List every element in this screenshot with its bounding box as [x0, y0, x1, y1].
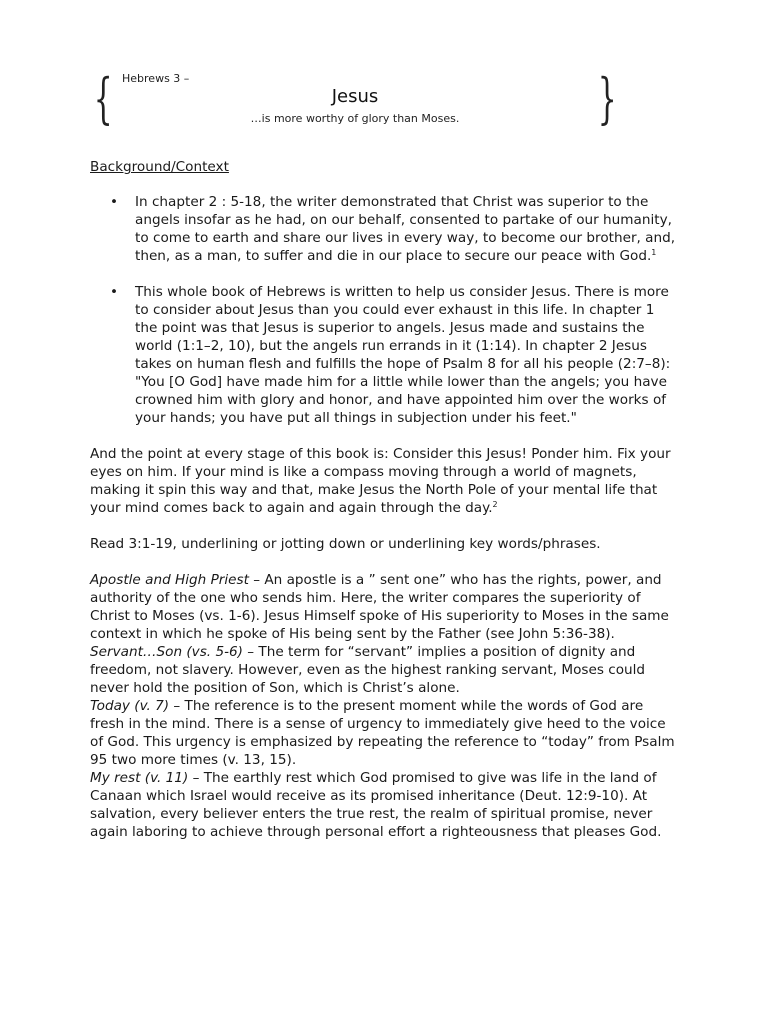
page-subtitle: …is more worthy of glory than Moses.: [250, 112, 460, 125]
term-name: My rest (v. 11): [90, 770, 189, 786]
bullet-icon: •: [110, 284, 119, 300]
list-item: [90, 193, 680, 265]
section-heading: Background/Context: [90, 159, 229, 175]
list-item-text: This whole book of Hebrews is written to help us consider Jesus. There is more to consider about Jesus than you could ever exhaust in this life. In chapter 1 the point was that Jesus is superior to angels. Jesus made and sustains the world (1:1–2, 10), but the angels run errands in it (1:14). In chapter 2 Jesus takes on human flesh and fulfills the hope of Psalm 8 for all his people (2:7–8): "You [O God] have made him for a little while lower than the angels; you have crowned him with glory and honor, and have appointed him over the works of your hands; you have put all things in subjection under his feet.": [135, 284, 671, 426]
list-item: [90, 283, 680, 427]
series-label: Hebrews 3 –: [122, 72, 190, 85]
left-curly-brace: {: [93, 67, 113, 130]
right-curly-brace: }: [597, 67, 617, 130]
footnote-marker: 1: [651, 248, 657, 257]
term-entry: [90, 697, 680, 769]
page-title: Jesus: [331, 86, 379, 107]
term-entry: [90, 571, 680, 643]
background-list: [90, 193, 680, 427]
term-name: Today (v. 7): [90, 698, 170, 714]
term-definitions: [90, 571, 680, 841]
title-block: [90, 68, 620, 134]
term-definition: – The term for “servant” implies a position of dignity and freedom, not slavery. However, even as the highest ranking servant, Moses could never hold the position of Son, which is Christ’s alone.: [90, 644, 646, 696]
bullet-icon: •: [110, 194, 119, 210]
list-item-text: In chapter 2 : 5-18, the writer demonstrated that Christ was superior to the angels insofar as he had, on our behalf, consented to partake of our humanity, to come to earth and share our lives in every way, to become our brother, and, then, as a man, to suffer and die in our place to secure our peace with God.: [135, 194, 676, 264]
footnote-marker: 2: [492, 500, 498, 509]
term-entry: [90, 769, 680, 841]
paragraph-point: [90, 445, 680, 517]
term-entry: [90, 643, 680, 697]
term-definition: – The earthly rest which God promised to give was life in the land of Canaan which Israel would receive as its promised inheritance (Deut. 12:9-10). At salvation, every believer enters the true rest, the realm of spiritual promise, never again laboring to achieve through personal effort a righteousness that pleases God.: [90, 770, 662, 840]
term-definition: – An apostle is a ” sent one” who has the rights, power, and authority of the one who sends him. Here, the writer compares the superiority of Christ to Moses (vs. 1-6). Jesus Himself spoke of His superiority to Moses in the same context in which he spoke of His being sent by the Father (see John 5:36-38).: [90, 572, 669, 642]
term-name: Servant…Son (vs. 5-6): [90, 644, 243, 660]
paragraph-text: And the point at every stage of this book is: Consider this Jesus! Ponder him. Fix your eyes on him. If your mind is like a compass moving through a world of magnets, making it spin this way and that, make Jesus the North Pole of your mental life that your mind comes back to again and again through the day.: [90, 446, 671, 516]
document-body: [90, 158, 680, 841]
term-name: Apostle and High Priest: [90, 572, 249, 588]
paragraph-read: Read 3:1-19, underlining or jotting down or underlining key words/phrases.: [90, 536, 601, 552]
term-definition: – The reference is to the present moment while the words of God are fresh in the mind. There is a sense of urgency to immediately give heed to the voice of God. This urgency is emphasized by repeating the reference to “today” from Psalm 95 two more times (v. 13, 15).: [90, 698, 675, 768]
